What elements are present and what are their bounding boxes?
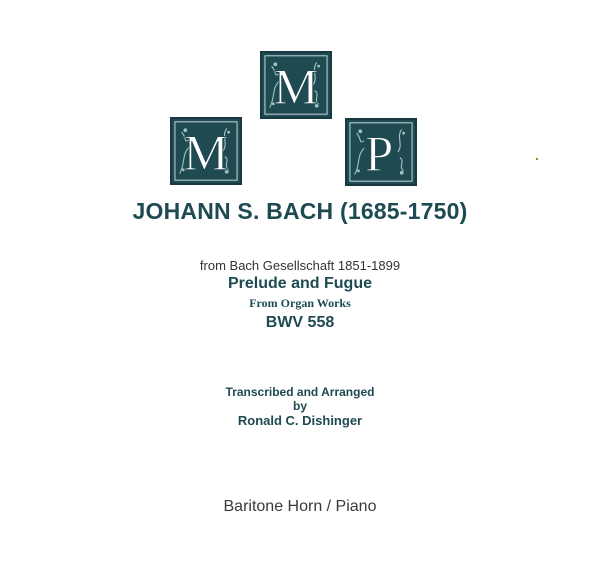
ornamental-p-icon bbox=[347, 120, 415, 184]
arranger-name: Ronald C. Dishinger bbox=[237, 413, 363, 428]
composer-heading: JOHANN S. BACH (1685-1750) bbox=[132, 198, 468, 224]
by-label: by bbox=[292, 399, 307, 413]
catalog-number: BWV 558 bbox=[265, 314, 335, 331]
logo-letter-m-top bbox=[260, 51, 332, 119]
logo-letter-p-right bbox=[345, 118, 417, 186]
work-subtitle: From Organ Works bbox=[249, 296, 351, 310]
ornamental-m-icon bbox=[172, 119, 240, 183]
logo-letter-text: M bbox=[273, 58, 319, 115]
instrumentation: Baritone Horn / Piano bbox=[223, 498, 377, 515]
logo-letter-text: M bbox=[183, 124, 229, 181]
arranged-label: Transcribed and Arranged bbox=[225, 385, 375, 399]
source-line: from Bach Gesellschaft 1851-1899 bbox=[199, 258, 401, 273]
logo-letter-text: P bbox=[364, 125, 394, 182]
ornamental-m-icon bbox=[262, 53, 330, 117]
logo-letter-m-left bbox=[170, 117, 242, 185]
scan-speck bbox=[536, 158, 538, 160]
work-title: Prelude and Fugue bbox=[227, 275, 372, 292]
